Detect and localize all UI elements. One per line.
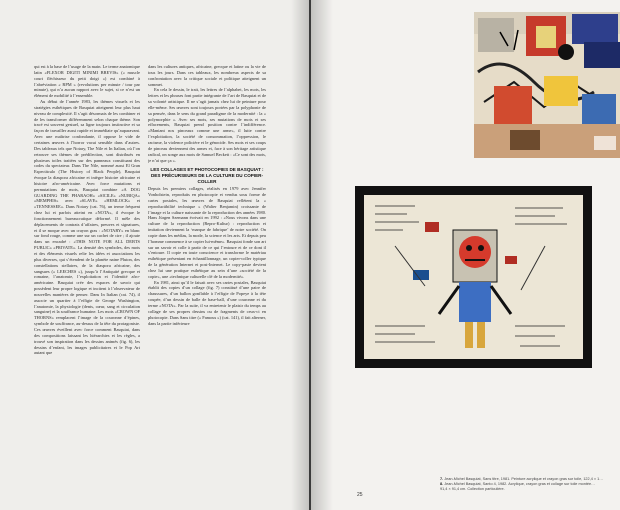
paragraph: Depuis les premiers collages, réalisés en 1979 avec Jennifer Vonholstein, reproduits en photocopie et vendus sous forme de cartes postales, les œuvres de Basquiat reflètent la « reproductibilité technique » (Walter Benjamin) croissante de l’image et la culture naissante de la reproduction des années 1980. Hans Jürgen Szemann écrivait en 1992 : «Nous vivons dans une culture de la reproduction (Repro-Kultur) : reproduction et imitation deviennent la ‘marque de fabrique’ de notre société. On copie dans les médias, la mode, la science et les arts. Et depuis peu l’homme commence à se copier lui-même». Basquiat fonde son art sur un savoir et colle à partir de ce qui l’entoure et de ce dont il s’entoure. Il copie en toute conscience et transforme le matériau esthétique présentant en échantillonnage, un copier-coller typique de la génération Internet et post-Internet. Le copy-paste devient chez lui une pratique esthétique au sein d’une «société de la copie», une «technique culturelle clé de la modernité». — [148, 186, 266, 279]
artwork-collage-fig8 — [355, 186, 592, 368]
caption-text: 91,4 × 91,4 cm. Collection particulière. — [440, 487, 505, 491]
paragraph: qui est à la base de l’usage de la main. Le terme anatomique latin «FLEXOR DIGITI MINIMI BREVIS» (« muscle court fléchisseur du petit doigt ») est combiné à l’abréviation « RPM » (revolutions per minute / tour par minute), qui n’a aucun rapport avec le sujet, si ce n’est un élément de mobilité à l’ensemble. — [34, 64, 140, 99]
paragraph: dans les cultures antiques, africaine, grecque et latine ou la vie de tous les jours. Dans ces tableaux, les nombreux aspects de sa confrontation avec la critique sociale et politique atteignent un sommet. — [148, 64, 266, 87]
gutter-shadow — [291, 0, 309, 510]
caption-number: 8. — [440, 482, 444, 486]
left-column-1 — [34, 64, 140, 504]
left-page — [0, 0, 309, 510]
artwork-painting-fig7 — [474, 12, 620, 158]
figure-caption — [440, 477, 620, 492]
gutter-shadow — [311, 0, 333, 510]
caption-text: Jean-Michel Basquiat, Santo 4, 1982. Acrylique, crayon gras et collage sur toile montée… — [444, 482, 595, 486]
section-subheading: LES COLLAGES ET PHOTOCOPIES DE BASQUIAT : DES PRÉCURSEURS DE LA CULTURE DU COPIER-COLLER — [150, 167, 264, 184]
paragraph: En cela le dessin, le trait, les lettres de l’alphabet, les mots, les lettres et les phrases font partie intégrante de l’art de Basquiat et de sa volonté artistique. Il ne s’agit jamais chez lui de peinture pour elle-même. Ses œuvres sont toujours portées par la polyphonie de sa pensée, dans le sens du grand paradigme de la modernité : la « polymorphie ». Avec ses mots, ses mutations de mots et ses effacements, Basquiat prend position contre l’indifférence. «Maniant nos pinceaux comme une arme», il lutte contre l’exploitation, la société de consommation, l’oppression, le racisme, la violence policière et le génocide. Ses mots et ses coups de pinceau deviennent des armes et, face à son héritage artistique radical, on songe aux mots de Samuel Beckett : «Ce sont des mots, je n’ai que ça ». — [148, 87, 266, 163]
caption-number: 7. — [440, 477, 444, 481]
paragraph: En 1981, ainsi qu’il le faisait avec ses cartes postales, Basquiat établit des copies d’un collage (fig. 7) constitué d’une paire de chaussures, d’un ballon gonflable à l’effigie de Popeye à la tête coupée, d’un dessin de balle de base-ball, d’une couronne et du terme «NOTA». Par la suite, il va entretenir le plaisir du temps au collage de ses propres dessins ou de fragments de ceux-ci en photocopie. Dans Sans titre (« Famous ») (cat. 141), il fait alterner, dans la partie inférieure — [148, 279, 266, 326]
caption-text: Jean-Michel Basquiat, Sans titre, 1981. Peinture acrylique et crayon gras sur toile, 122,4 × 1… — [444, 477, 604, 481]
paragraph: Au début de l’année 1983, les thèmes visuels et les stratégies esthétiques de Basquiat atteignent leur plus haut niveau de complexité. Il s’agit désormais de les combiner et de les transformer différemment selon chaque thème. Son tracé est souvent gestuel, sa ligne toujours instinctive et sa façon de travailler aussi rapide et immédiate qu’auparavant. Avec une maîtrise confondante, il oppose le vide de certaines œuvres à l’horror vacui sensible dans d’autres. Des tableaux tels que Notary, The Nile et In Italian, où l’on retrouve ses thèmes de prédilection, sont distribués en plusieurs toiles traitées sur des panneaux constituant des codes du spectateur. Dans The Nile, nommé aussi El Gran Espectáculo (The History of Black People), Basquiat évoque la diaspora africaine et intègre histoire africaine et histoire afro-américaine. Avec force mutations et permutations de mots, Basquiat combine «A DOG GUARDING THE PHARAOH» «SICILE» «NUBIQA» «MEMPHIS» avec «SLAVE» «HEMLOCK» et «TENNESSEE». Dans Notary (cat. 76), un terme fréquent chez lui et parfois atteint en «NOTA», il évoque le fonctionnement bureaucratique déformé. Il mêle des déplacements de contrats d’affaires, preuves et signatures, et il se moque avec un crayon gras : «NOTARY» en blanc sur fond rouge, comme une sur un cachet de cire ; il ajoute dans un encadré : «THIS NOTE FOR ALL DEBTS PUBLIC» «PRIVATE». La densité des symboles, des mots et des éléments visuels relie les idées et associations les plus diverses, qui s’étendent de la planète naine Pluton, des constellations stellaires, de la diaspora africaine, des sangsues (« LEECHES »), jusqu’à l’Antiquité grecque et romaine, l’anatomie, l’exploitation et l’identité afro-américaine. Basquiat crée des espaces de savoir qui possèdent leur propre logique et incitent à l’observateur de nouvelles manières de penser. Dans In Italian (cat. 74), il associe un quartier à l’effigie de George Washington, l’anatomie, la physiologie (dents, cœur, sang et circulation sanguine) et la souffrance humaine. Les mots «CROWN OF THORNS» remplacent l’image de la couronne d’épines, symbole de souffrance, au-dessus de la tête du protagoniste. Ces œuvres éveillent avec force comment Basquiat, dans des compositions laissant les hiérarchies et les règles, a trouvé son inspiration dans les dessins animés (fig. 6), les dessins d’enfant, les images publicitaires et le Pop Art autant que — [34, 99, 140, 356]
page-number: 25 — [357, 492, 363, 498]
left-column-2 — [148, 64, 266, 504]
